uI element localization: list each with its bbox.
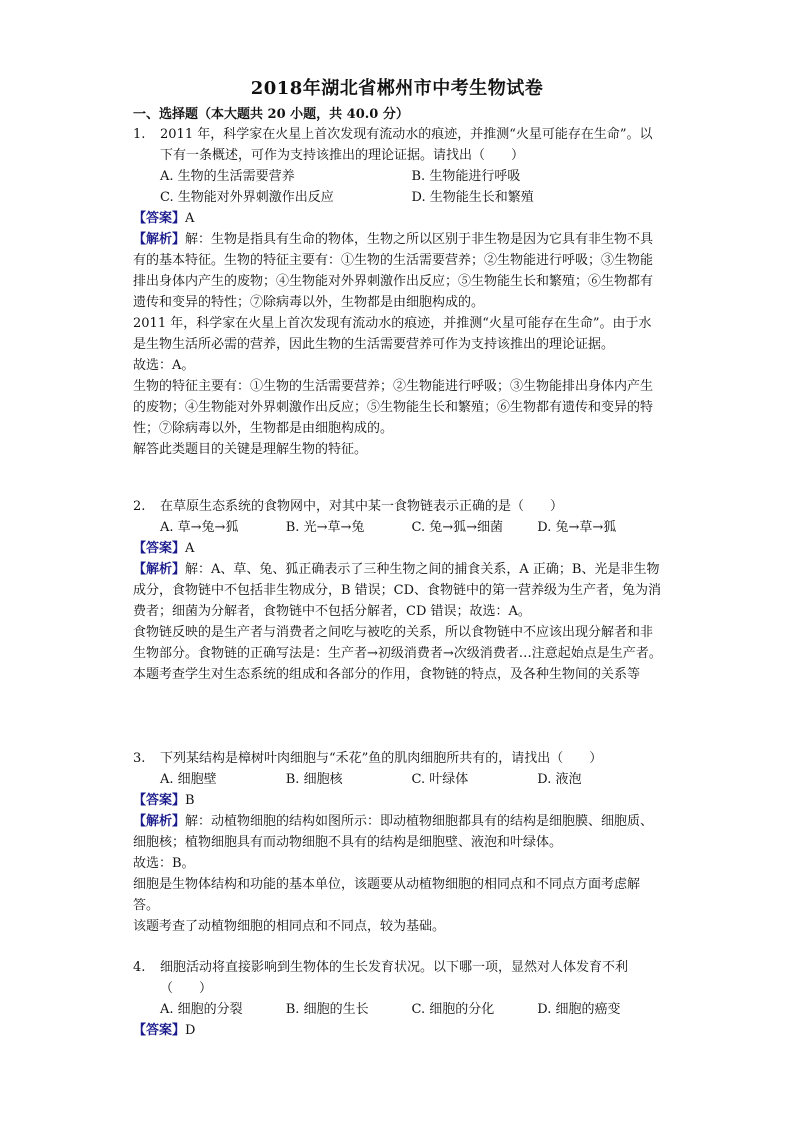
question-number: 3. <box>133 751 146 766</box>
question-2 <box>133 496 663 685</box>
explanation-paragraph: 2011 年，科学家在火星上首次发现有流动水的痕迹，并推测“火星可能存在生命”。由于水是生物生活所必需的营养，因此生物的生活需要营养可作为支持该推出的理论证据。 <box>133 316 652 352</box>
answer-line <box>133 208 663 229</box>
question-number: 2. <box>133 499 146 514</box>
answer-line <box>133 790 663 811</box>
answer-label: 【答案】 <box>133 541 186 556</box>
option-a: A. 草→兔→狐 <box>160 520 239 535</box>
option-b: B. 细胞核 <box>285 772 343 787</box>
option-c: C. 生物能对外界刺激作出反应 <box>160 190 334 205</box>
option-b: B. 光→草→兔 <box>285 520 365 535</box>
analysis-paragraph <box>133 559 663 622</box>
question-3 <box>133 748 663 937</box>
answer-label: 【答案】 <box>133 793 186 808</box>
explanation-paragraph: 故选：B。 <box>133 856 195 871</box>
option-d: D. 兔→草→狐 <box>537 520 617 535</box>
analysis-paragraph <box>133 229 663 313</box>
analysis-text: 解：A、草、兔、狐正确表示了三种生物之间的捕食关系，A 正确；B、光是非生物成分，食物链中不包括非生物成分，B 错误；CD、食物链中的第一营养级为生产者，兔为消费者；细菌为分解者，食物链中不包括分解者，CD 错误；故选：A。 <box>133 562 662 619</box>
answer-label: 【答案】 <box>133 1023 186 1038</box>
question-text: 下列某结构是樟树叶肉细胞与“禾花”鱼的肌肉细胞所共有的，请找出（ ） <box>160 751 603 766</box>
option-d: D. 液泡 <box>537 772 582 787</box>
question-4 <box>133 957 663 1041</box>
answer-value: A <box>185 541 195 556</box>
question-number: 1. <box>133 127 146 142</box>
question-text: 在草原生态系统的食物网中，对其中某一食物链表示正确的是（ ） <box>160 499 564 514</box>
answer-line <box>133 538 663 559</box>
analysis-text: 解：动植物细胞的结构如图所示：即动植物细胞都具有的结构是细胞膜、细胞质、细胞核；植物细胞具有而动物细胞不具有的结构是细胞壁、液泡和叶绿体。 <box>133 814 654 850</box>
answer-value: B <box>185 793 195 808</box>
question-text: 细胞活动将直接影响到生物体的生长发育状况。以下哪一项，显然对人体发育不利（ ） <box>160 960 629 996</box>
option-c: C. 兔→狐→细菌 <box>411 520 504 535</box>
explanation-paragraph: 细胞是生物体结构和功能的基本单位，该题要从动植物细胞的相同点和不同点方面考虑解答。 <box>133 877 641 913</box>
explanation-paragraph: 故选：A。 <box>133 358 195 373</box>
page-title: 2018年湖北省郴州市中考生物试卷 <box>250 78 544 99</box>
answer-line <box>133 1020 663 1041</box>
explanation-paragraph: 解答此类题目的关键是理解生物的特征。 <box>133 442 368 457</box>
option-d: D. 生物能生长和繁殖 <box>411 190 534 205</box>
option-b: B. 细胞的生长 <box>285 1002 369 1017</box>
option-d: D. 细胞的癌变 <box>537 1002 621 1017</box>
question-text: 2011 年，科学家在火星上首次发现有流动水的痕迹，并推测“火星可能存在生命”。以下有一条概述，可作为支持该推出的理论证据。请找出（ ） <box>160 127 653 163</box>
option-a: A. 细胞的分裂 <box>160 1002 243 1017</box>
analysis-paragraph <box>133 811 663 853</box>
analysis-text: 解：生物是指具有生命的物体，生物之所以区别于非生物是因为它具有非生物不具有的基本特征。生物的特征主要有：①生物的生活需要营养；②生物能进行呼吸；③生物能排出身体内产生的废物；④生物能对外界刺激作出反应；⑤生物能生长和繁殖；⑥生物都有遗传和变异的特性；⑦除病毒以外，生物都是由细胞构成的。 <box>133 232 654 310</box>
option-c: C. 叶绿体 <box>411 772 469 787</box>
question-1 <box>133 124 663 460</box>
analysis-label: 【解析】 <box>133 232 186 247</box>
explanation-paragraph: 该题考查了动植物细胞的相同点和不同点，较为基础。 <box>133 919 446 934</box>
option-a: A. 生物的生活需要营养 <box>160 169 295 184</box>
option-b: B. 生物能进行呼吸 <box>411 169 521 184</box>
option-c: C. 细胞的分化 <box>411 1002 495 1017</box>
explanation-paragraph: 本题考查学生对生态系统的组成和各部分的作用，食物链的特点，及各种生物间的关系等 <box>133 667 641 682</box>
option-a: A. 细胞壁 <box>160 772 217 787</box>
answer-label: 【答案】 <box>133 211 186 226</box>
answer-value: D <box>185 1023 196 1038</box>
question-number: 4. <box>133 960 146 975</box>
answer-value: A <box>185 211 195 226</box>
explanation-paragraph: 食物链反映的是生产者与消费者之间吃与被吃的关系，所以食物链中不应该出现分解者和非生物部分。食物链的正确写法是：生产者→初级消费者→次级消费者…注意起始点是生产者。 <box>133 625 662 661</box>
explanation-paragraph: 生物的特征主要有：①生物的生活需要营养；②生物能进行呼吸；③生物能排出身体内产生的废物；④生物能对外界刺激作出反应；⑤生物能生长和繁殖；⑥生物都有遗传和变异的特性；⑦除病毒以外，生物都是由细胞构成的。 <box>133 379 654 436</box>
section-heading: 一、选择题（本大题共 20 小题，共 40.0 分） <box>133 107 409 122</box>
analysis-label: 【解析】 <box>133 562 186 577</box>
analysis-label: 【解析】 <box>133 814 186 829</box>
